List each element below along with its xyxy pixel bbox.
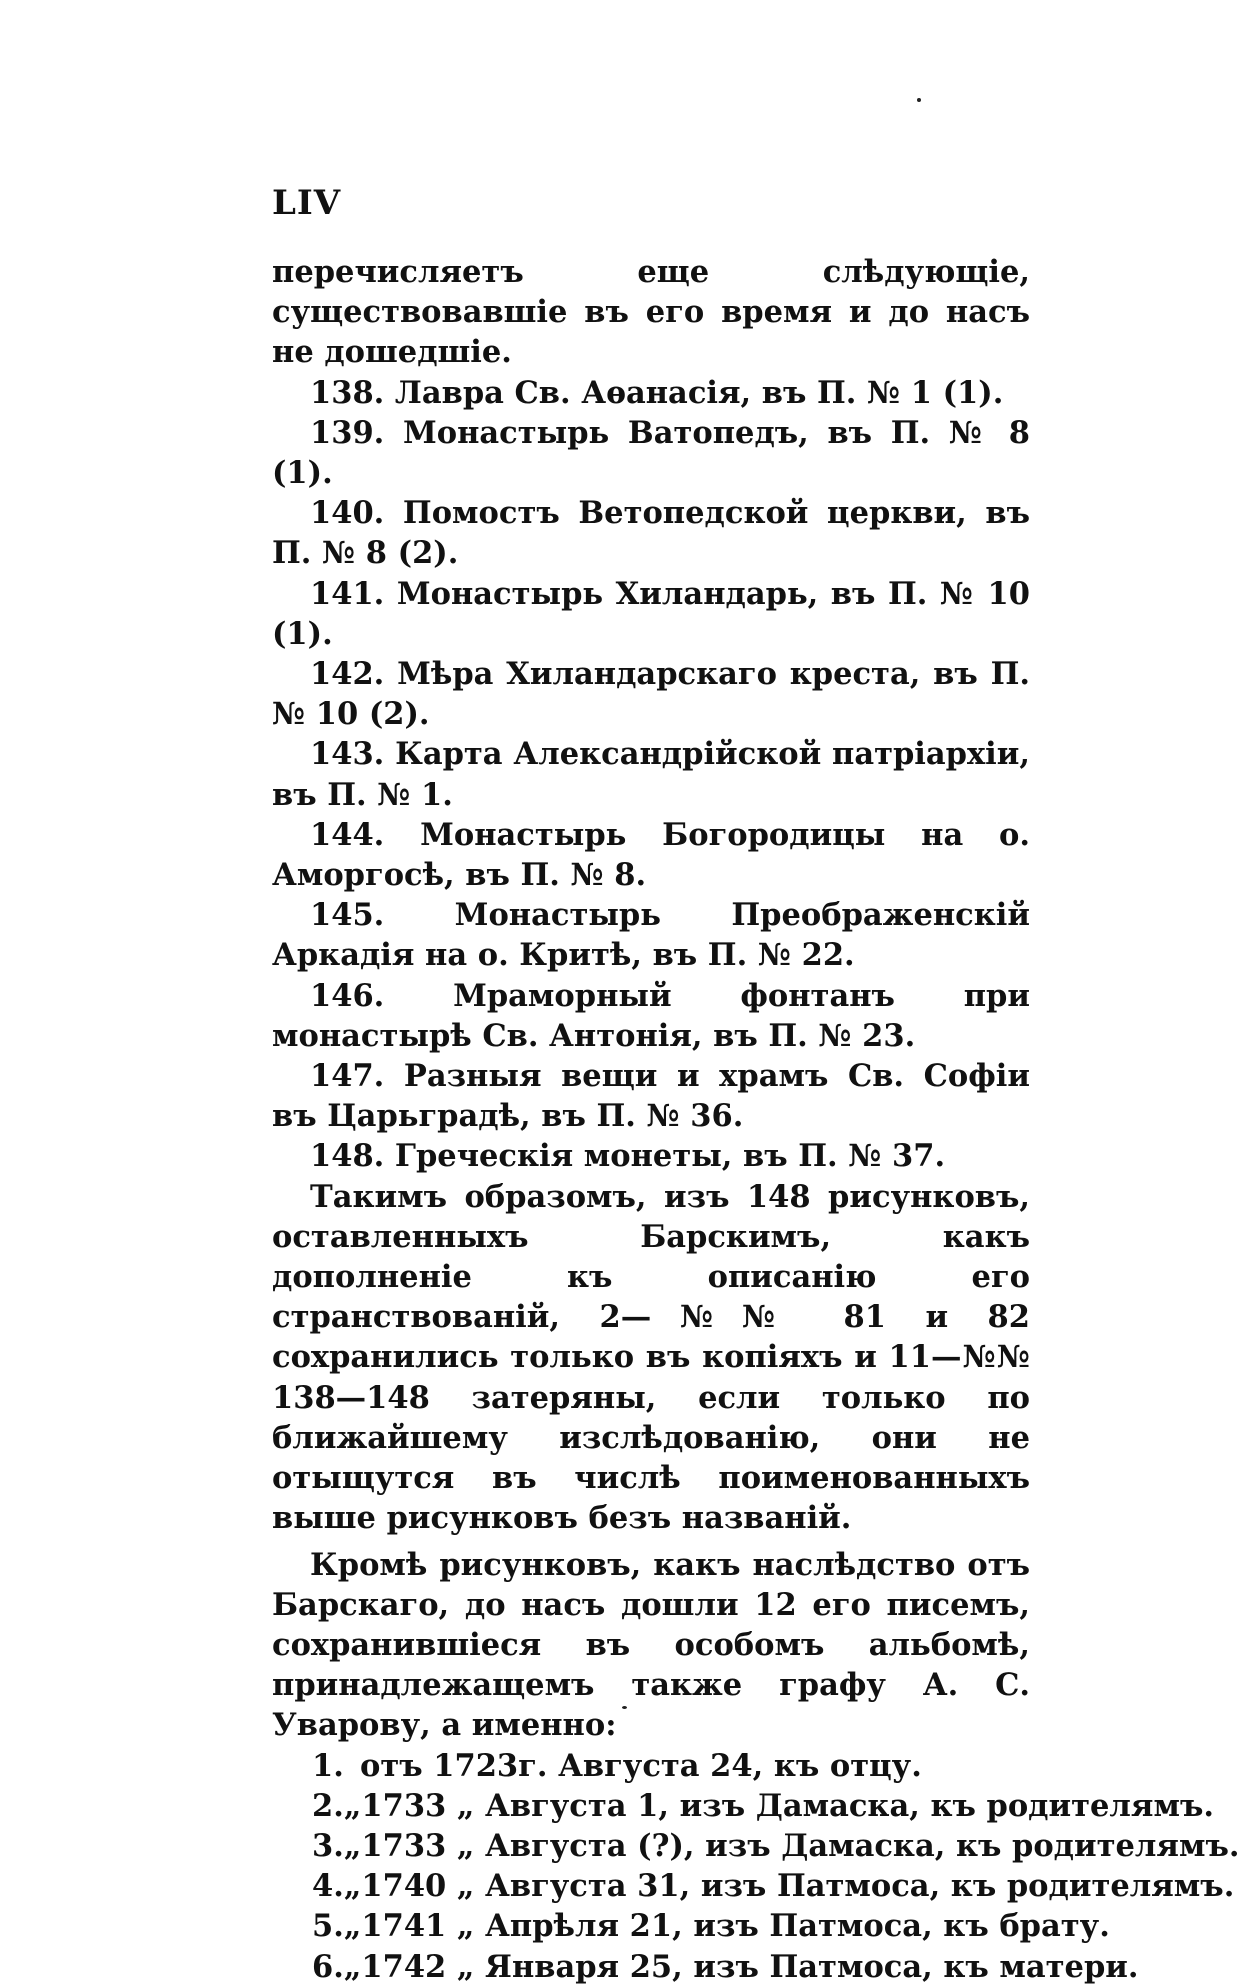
letter-number: 1. xyxy=(312,1747,344,1784)
ditto-mark: „ xyxy=(343,1868,362,1905)
list-item: 141. Монастырь Хиландарь, въ П. № 10 (1). xyxy=(272,575,1030,652)
ditto-mark: „ xyxy=(343,1908,362,1945)
list-item xyxy=(272,1906,1110,1946)
list-item xyxy=(272,1826,1239,1866)
list-item: 143. Карта Александрійской патріархіи, въ П. № 1. xyxy=(272,736,1030,813)
ditto-mark: „ xyxy=(343,1787,362,1824)
ditto-mark: „ xyxy=(343,1948,362,1985)
letter-text: отъ 1723г. Августа 24, къ отцу. xyxy=(360,1747,922,1784)
list-item: 145. Монастырь Преображенскій Аркадія на о. Критѣ, въ П. № 22. xyxy=(272,897,1030,974)
letter-number: 5. xyxy=(312,1908,344,1945)
list-item xyxy=(272,1786,1214,1826)
letters-list xyxy=(272,1746,1239,1987)
list-item: 147. Разныя вещи и храмъ Св. Софіи въ Царьградѣ, въ П. № 36. xyxy=(272,1058,1030,1135)
list-item: 140. Помостъ Ветопедской церкви, въ П. № 8 (2). xyxy=(272,495,1030,572)
list-item: 138. Лавра Св. Аѳанасія, въ П. № 1 (1). xyxy=(310,374,1004,411)
letter-number: 6. xyxy=(312,1948,344,1985)
list-item xyxy=(272,1947,1139,1987)
letter-text: 1740 „ Августа 31, изъ Патмоса, къ родителямъ. xyxy=(361,1868,1235,1905)
letter-number: 3. xyxy=(312,1827,344,1864)
letter-number: 2. xyxy=(312,1787,344,1824)
page-body xyxy=(272,252,1239,1987)
list-item: 144. Монастырь Богородицы на о. Аморгосѣ, въ П. № 8. xyxy=(272,816,1030,894)
letter-text: 1741 „ Апрѣля 21, изъ Патмоса, къ брату. xyxy=(361,1908,1110,1945)
figure-list xyxy=(272,373,1030,1177)
ink-speck xyxy=(622,1706,627,1709)
ink-speck xyxy=(917,98,921,102)
letter-text: 1733 „ Августа (?), изъ Дамаска, къ родителямъ. xyxy=(361,1827,1239,1864)
summary-paragraph: Такимъ образомъ, изъ 148 рисунковъ, оставленныхъ Барскимъ, какъ дополненіе къ описанію его странствованій, 2—№№ 81 и 82 сохранились только въ копіяхъ и 11—№№ 138—148 затеряны, если только по ближайшему изслѣдованію, они не отыщутся въ числѣ поименованныхъ выше рисунковъ безъ названій. xyxy=(272,1178,1030,1537)
list-item xyxy=(272,1866,1235,1906)
page-number: LIV xyxy=(272,183,342,223)
list-item: 146. Мраморный фонтанъ при монастырѣ Св. Антонія, въ П. № 23. xyxy=(272,977,1030,1054)
letter-text: 1733 „ Августа 1, изъ Дамаска, къ родителямъ. xyxy=(361,1787,1214,1824)
list-item xyxy=(272,1746,1030,1786)
list-item: 148. Греческія монеты, въ П. № 37. xyxy=(310,1138,946,1175)
intro-paragraph: перечисляетъ еще слѣдующіе, существовавшіе въ его время и до насъ не дошедшіе. xyxy=(272,254,1030,371)
letter-number: 4. xyxy=(312,1868,344,1905)
letters-intro-paragraph: Кромѣ рисунковъ, какъ наслѣдство отъ Барскаго, до насъ дошли 12 его писемъ, сохранившіеся въ особомъ альбомѣ, принадлежащемъ также графу А. С. Уварову, а именно: xyxy=(272,1546,1030,1744)
list-item: 139. Монастырь Ватопедъ, въ П. № 8 (1). xyxy=(272,414,1030,492)
letter-text: 1742 „ Января 25, изъ Патмоса, къ матери. xyxy=(361,1948,1139,1985)
list-item: 142. Мѣра Хиландарскаго креста, въ П. № 10 (2). xyxy=(272,656,1030,733)
ditto-mark: „ xyxy=(343,1827,362,1864)
